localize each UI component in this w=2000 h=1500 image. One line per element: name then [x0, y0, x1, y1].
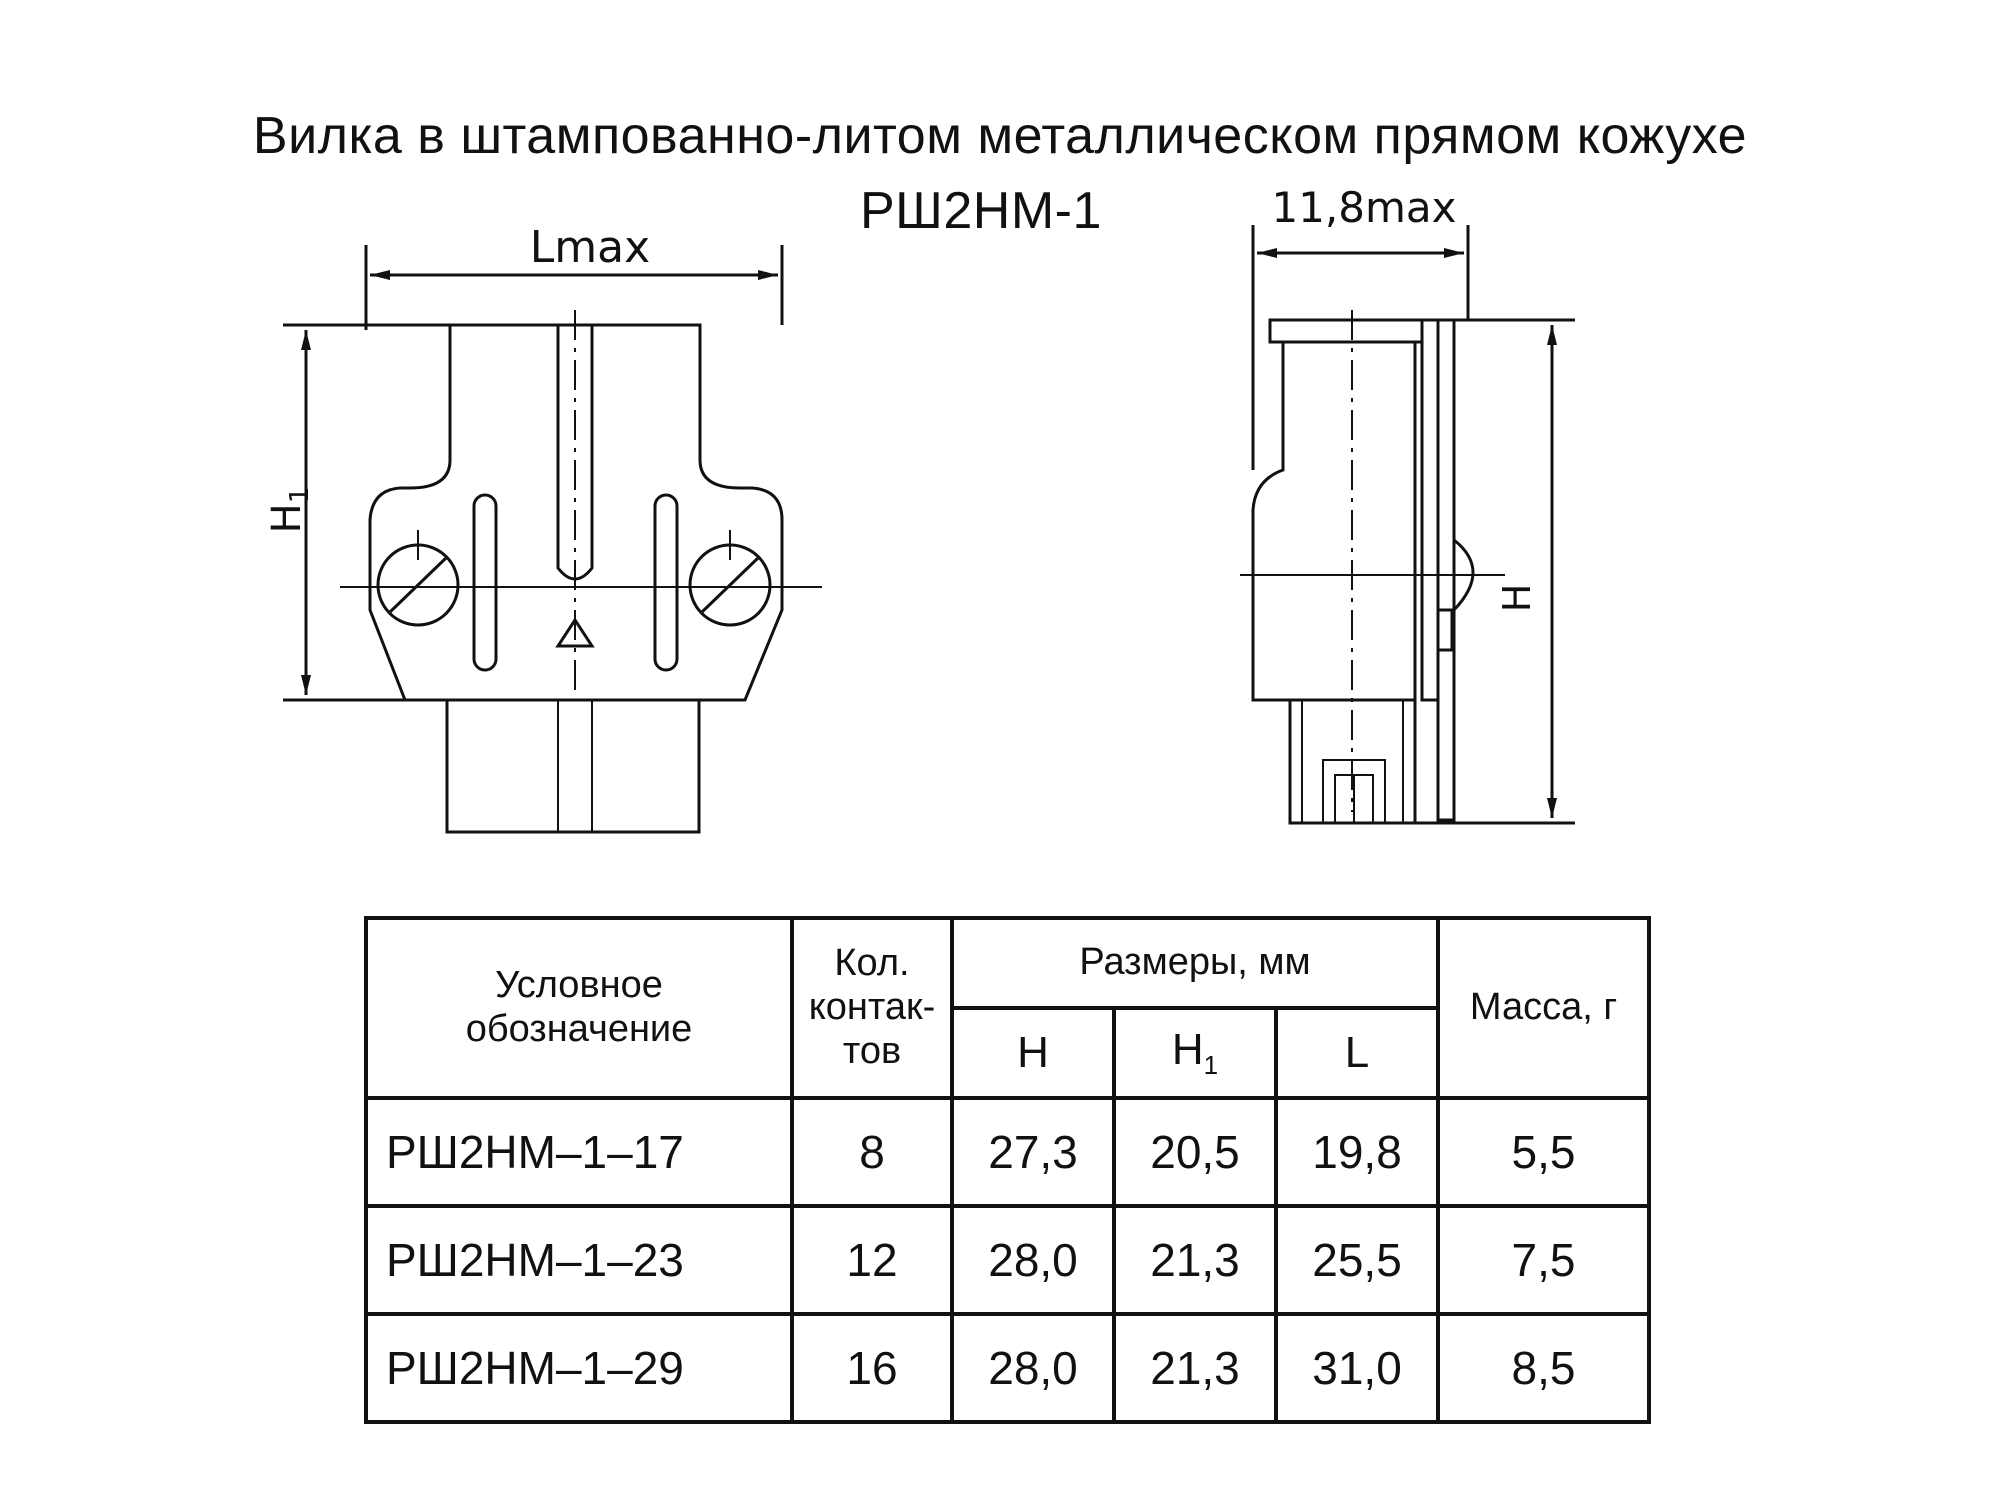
cell-name: РШ2НМ–1–23	[366, 1206, 792, 1314]
spec-table	[364, 916, 1651, 1424]
header-dimensions: Размеры, мм	[952, 918, 1438, 1008]
cell-l: 19,8	[1276, 1098, 1438, 1206]
cell-contacts: 8	[792, 1098, 952, 1206]
cell-name: РШ2НМ–1–29	[366, 1314, 792, 1422]
header-contacts: Кол. контак- тов	[792, 918, 952, 1098]
cell-contacts: 16	[792, 1314, 952, 1422]
model-title: РШ2НМ-1	[860, 182, 1102, 240]
cell-h1: 20,5	[1114, 1098, 1276, 1206]
cell-h: 27,3	[952, 1098, 1114, 1206]
l-dimension-label: Lmax	[529, 222, 651, 273]
width-dimension-label: 11,8max	[1271, 183, 1457, 232]
right-screw	[690, 530, 770, 625]
cell-mass: 5,5	[1438, 1098, 1649, 1206]
side-body-outline	[1253, 342, 1415, 700]
drawing-title: Вилка в штампованно-литом металлическом прямом кожухе	[252, 107, 1748, 165]
cell-mass: 7,5	[1438, 1206, 1649, 1314]
cell-l: 25,5	[1276, 1206, 1438, 1314]
cell-l: 31,0	[1276, 1314, 1438, 1422]
header-designation: Условное обозначение	[366, 918, 792, 1098]
cell-contacts: 12	[792, 1206, 952, 1314]
side-view	[1240, 225, 1575, 823]
table-row	[366, 1314, 1649, 1422]
side-top-cap	[1270, 320, 1422, 342]
h-dimension-label: H	[1495, 583, 1539, 613]
header-l: L	[1276, 1008, 1438, 1098]
left-slot	[474, 495, 496, 670]
right-slot	[655, 495, 677, 670]
table-row	[366, 1206, 1649, 1314]
cell-h: 28,0	[952, 1314, 1114, 1422]
cell-h: 28,0	[952, 1206, 1114, 1314]
table-row	[366, 1098, 1649, 1206]
header-mass: Масса, г	[1438, 918, 1649, 1098]
header-h1: $H_1$	[1114, 1008, 1276, 1098]
h1-dimension-label: $H_1$	[264, 486, 315, 534]
front-view	[283, 245, 822, 832]
cell-h1: 21,3	[1114, 1314, 1276, 1422]
header-h: H	[952, 1008, 1114, 1098]
left-screw	[378, 530, 458, 625]
cell-mass: 8,5	[1438, 1314, 1649, 1422]
cell-h1: 21,3	[1114, 1206, 1276, 1314]
cell-name: РШ2НМ–1–17	[366, 1098, 792, 1206]
front-connector-block	[447, 700, 699, 832]
